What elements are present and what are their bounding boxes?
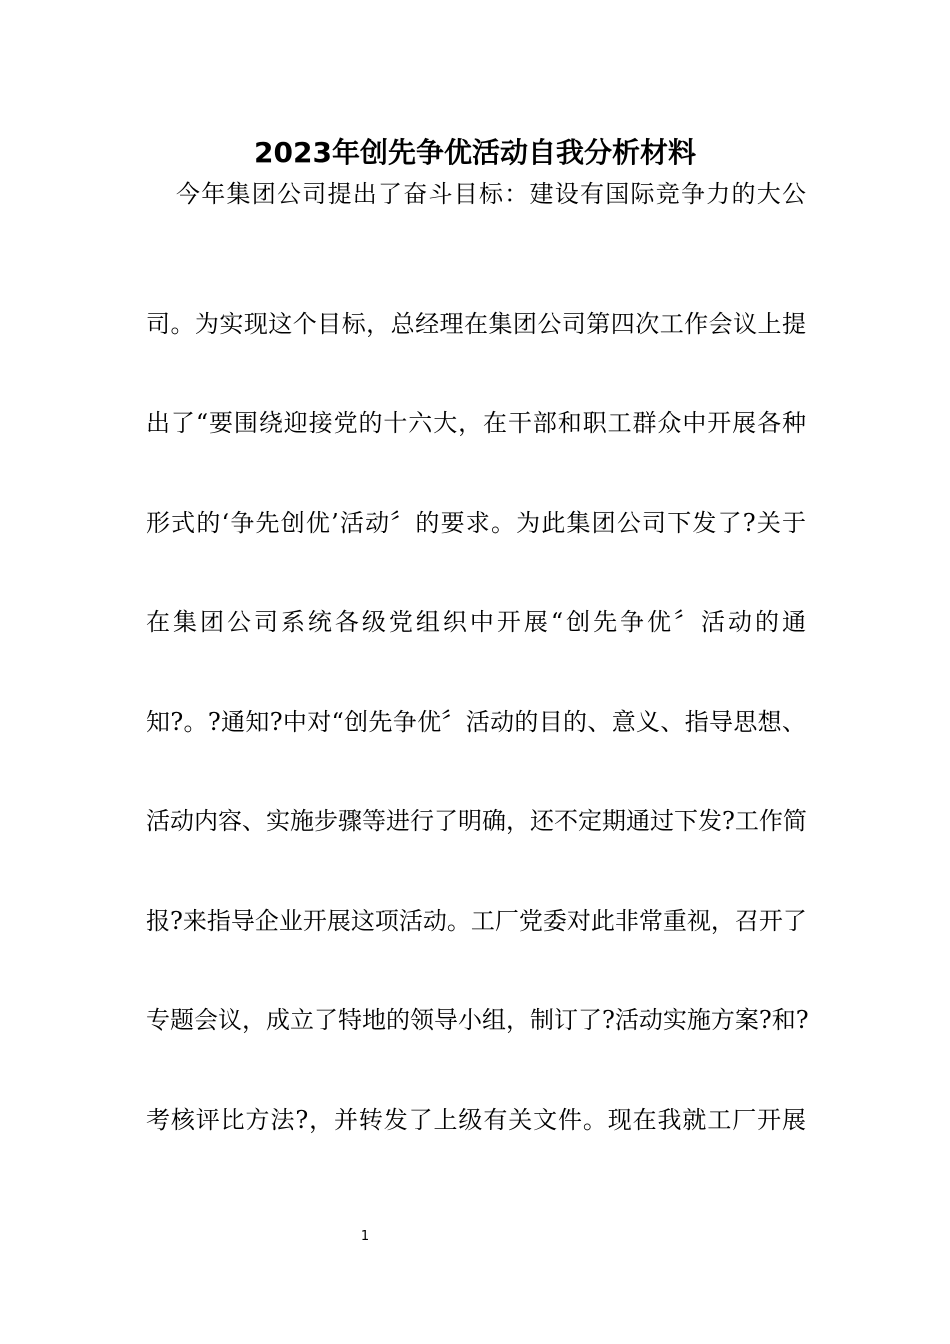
- paragraph-line: 在集团公司系统各级党组织中开展“创先争优〞活动的通: [146, 608, 806, 636]
- paragraph-line: 活动内容、实施步骤等进行了明确，还不定期通过下发?工作简: [146, 807, 807, 835]
- page-number: 1: [360, 1229, 370, 1244]
- paragraph-line: 考核评比方法?，并转发了上级有关文件。现在我就工厂开展: [146, 1106, 806, 1134]
- paragraph-line: 专题会议，成立了特地的领导小组，制订了?活动实施方案?和?: [146, 1006, 809, 1034]
- document-title: 2023年创先争优活动自我分析材料: [254, 136, 696, 169]
- paragraph-line: 报?来指导企业开展这项活动。工厂党委对此非常重视，召开了: [146, 907, 807, 935]
- paragraph-line: 出了“要围绕迎接党的十六大，在干部和职工群众中开展各种: [146, 409, 806, 437]
- paragraph-line: 知?。?通知?中对“创先争优〞活动的目的、意义、指导思想、: [146, 708, 806, 736]
- paragraph-line: 形式的‘争先创优’活动〞的要求。为此集团公司下发了?关于: [146, 509, 806, 537]
- paragraph-line: 今年集团公司提出了奋斗目标：建设有国际竞争力的大公: [176, 180, 806, 208]
- paragraph-line: 司。为实现这个目标，总经理在集团公司第四次工作会议上提: [146, 310, 806, 338]
